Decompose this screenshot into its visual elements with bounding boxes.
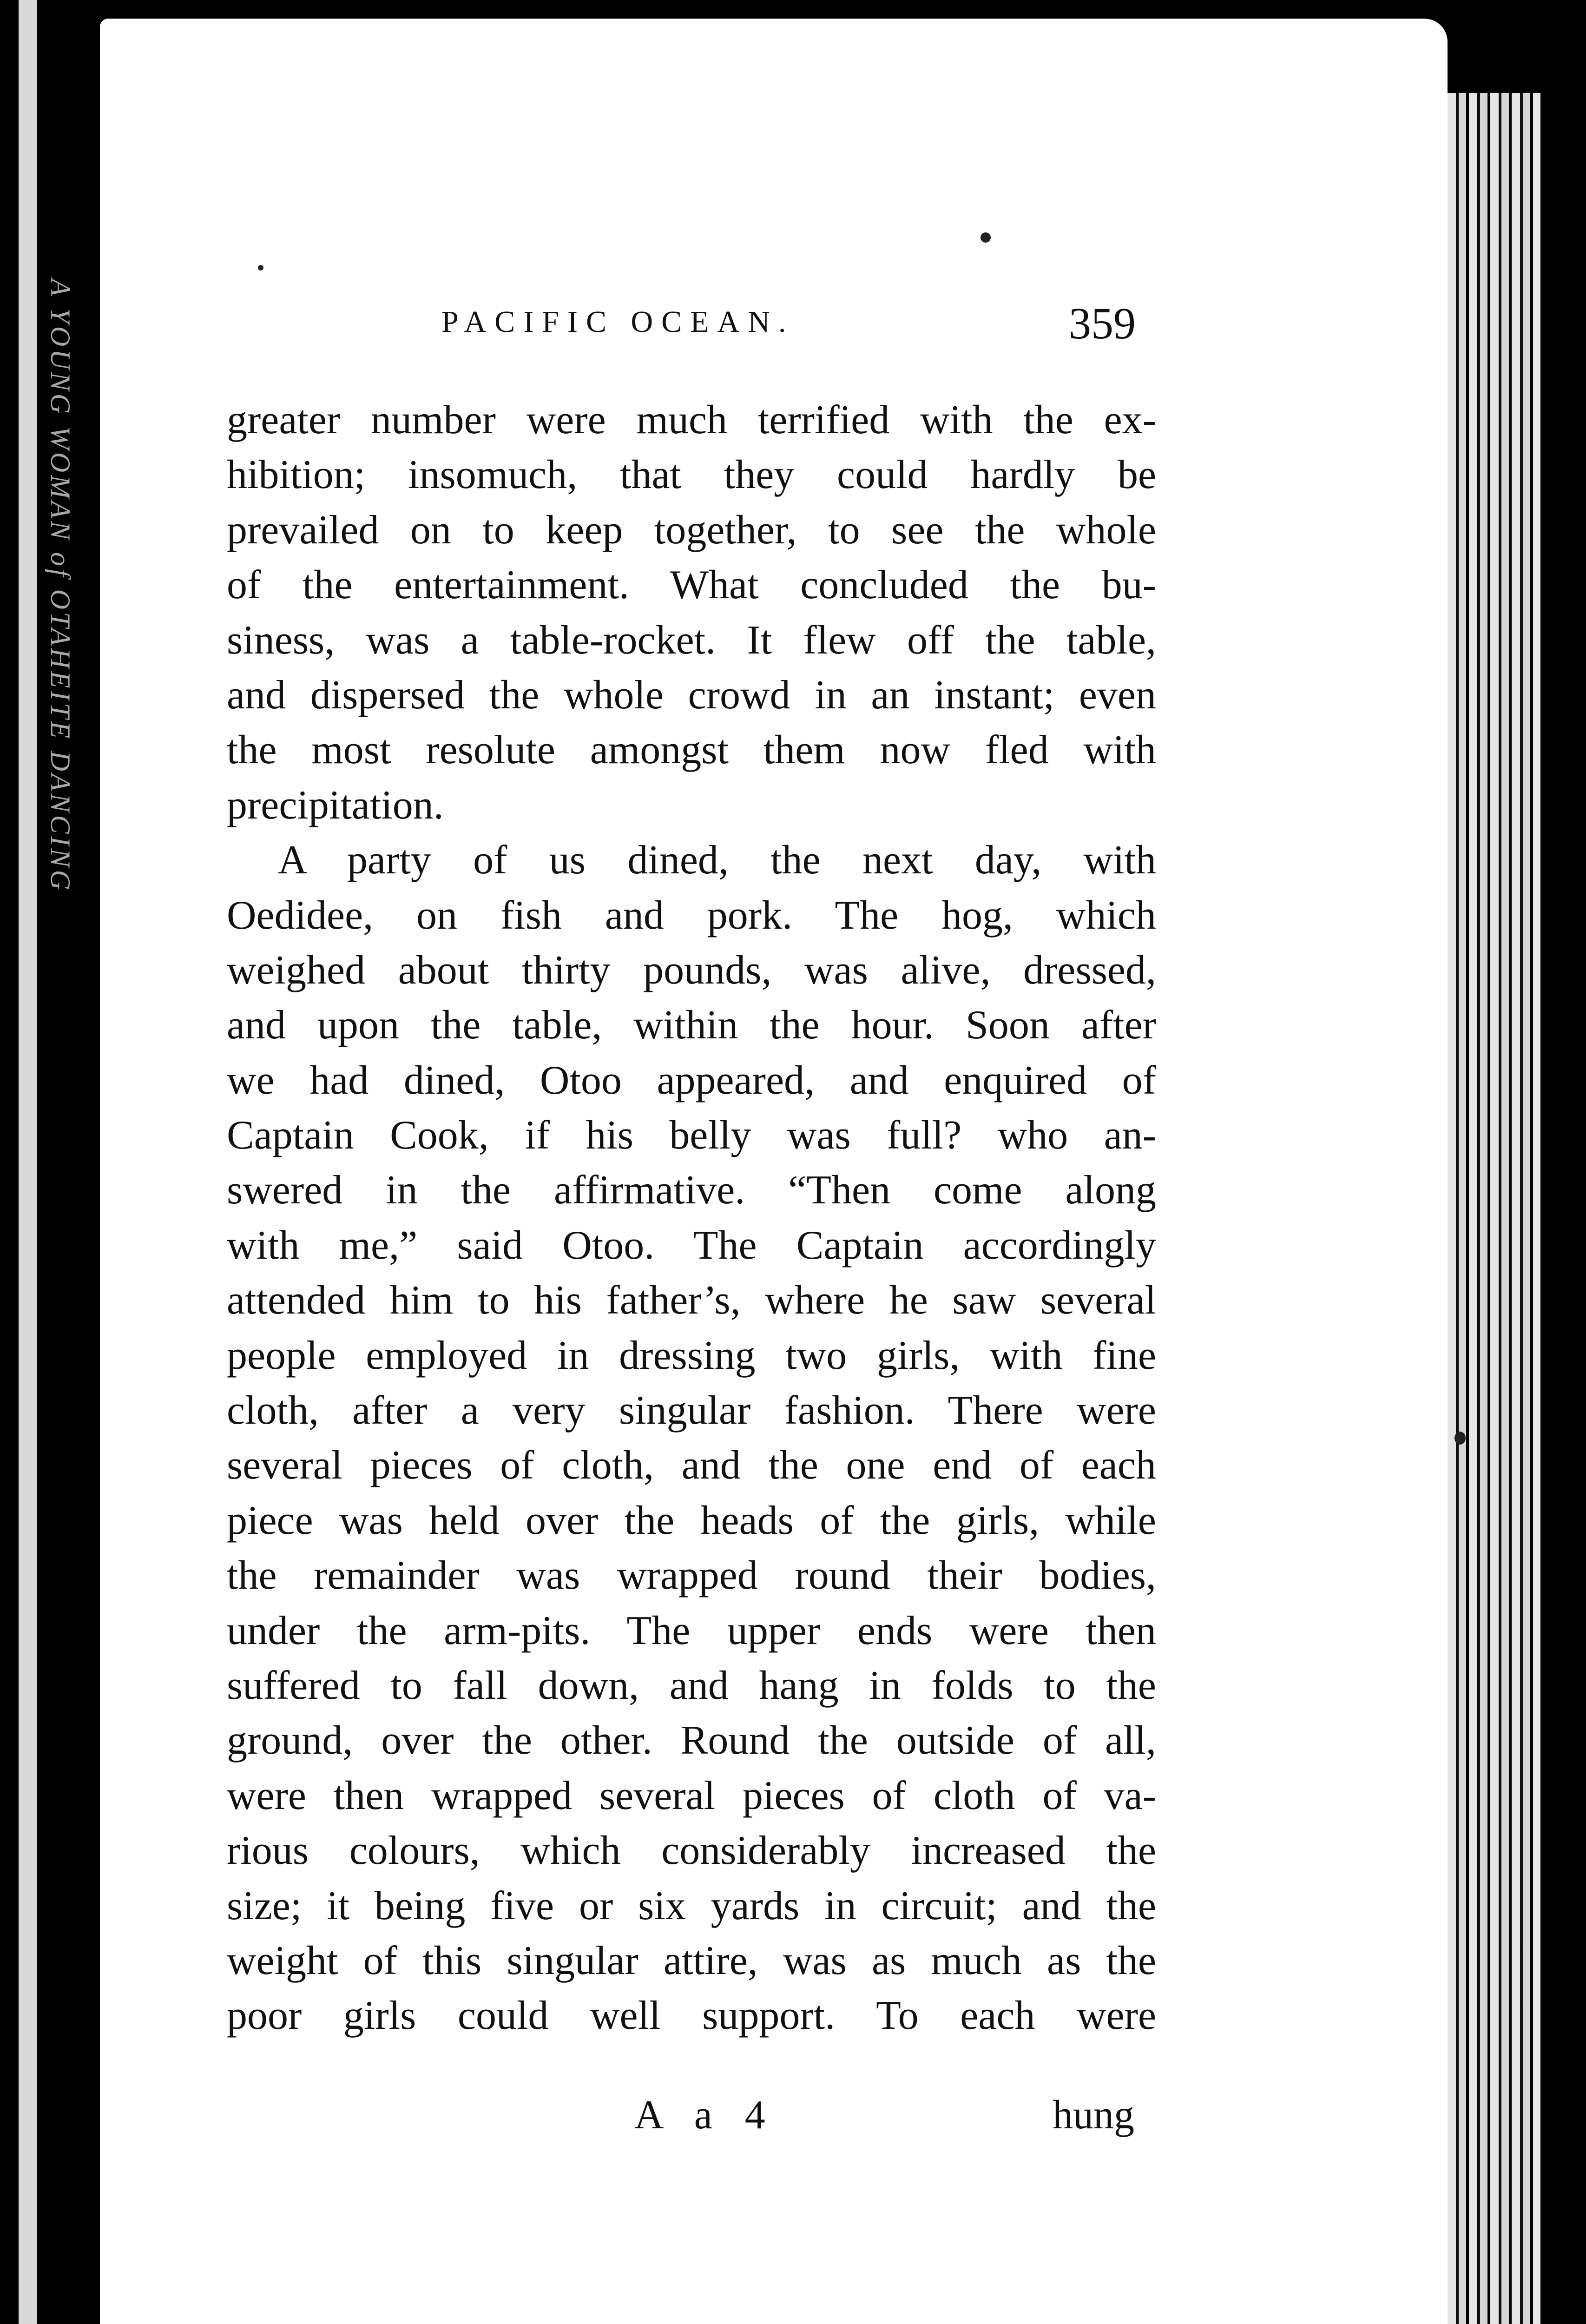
page-edges	[1448, 93, 1540, 2324]
text-line: precipitation.	[227, 782, 444, 828]
text-line: greater number were much terrified with the ex-	[227, 397, 1156, 442]
text-line: of the entertainment. What concluded the bu-	[227, 562, 1156, 608]
ink-speck	[1454, 1432, 1466, 1445]
text-line: several pieces of cloth, and the one end of each	[227, 1443, 1156, 1488]
text-line: piece was held over the heads of the girls, while	[227, 1498, 1156, 1543]
ink-speck	[258, 265, 263, 271]
text-line: rious colours, which considerably increased the	[227, 1828, 1156, 1874]
text-line: with me,” said Otoo. The Captain accordingly	[227, 1222, 1156, 1268]
text-line: cloth, after a very singular fashion. There were	[227, 1388, 1156, 1433]
catchword: hung	[1053, 2093, 1134, 2138]
page-number: 359	[1069, 298, 1136, 348]
text-line: weighed about thirty pounds, was alive, dressed,	[227, 947, 1156, 993]
binding-edge	[19, 0, 37, 2324]
text-line: suffered to fall down, and hang in folds to the	[227, 1663, 1156, 1708]
text-line: prevailed on to keep together, to see the whole	[227, 507, 1156, 553]
text-line: were then wrapped several pieces of cloth of va-	[227, 1773, 1156, 1818]
text-line: under the arm-pits. The upper ends were then	[227, 1608, 1156, 1653]
running-head: PACIFIC OCEAN.	[441, 305, 795, 339]
text-line: A party of us dined, the next day, with	[278, 838, 1156, 883]
text-line: attended him to his father’s, where he saw several	[227, 1278, 1156, 1323]
text-line: weight of this singular attire, was as much as the	[227, 1938, 1156, 1983]
text-line: we had dined, Otoo appeared, and enquired of	[227, 1057, 1156, 1103]
ink-speck	[981, 232, 991, 243]
text-line: swered in the affirmative. “Then come along	[227, 1168, 1156, 1213]
text-line: and upon the table, within the hour. Soon after	[227, 1003, 1156, 1048]
binding-strip	[0, 0, 100, 2324]
text-line: people employed in dressing two girls, with fine	[227, 1333, 1156, 1378]
signature-mark: A a 4	[634, 2093, 777, 2138]
text-line: size; it being five or six yards in circuit; and the	[227, 1883, 1156, 1928]
text-line: and dispersed the whole crowd in an instant; even	[227, 672, 1156, 718]
text-line: Captain Cook, if his belly was full? who an-	[227, 1113, 1156, 1158]
body-text	[227, 393, 1156, 2044]
spine-caption: A YOUNG WOMAN of OTAHEITE DANCING	[45, 279, 76, 893]
text-line: siness, was a table-rocket. It flew off the table,	[227, 617, 1156, 663]
text-line: the remainder was wrapped round their bodies,	[227, 1553, 1156, 1598]
text-line: ground, over the other. Round the outside of all,	[227, 1718, 1156, 1763]
text-line: the most resolute amongst them now fled with	[227, 727, 1156, 773]
text-line: hibition; insomuch, that they could hardly be	[227, 452, 1156, 498]
text-line: poor girls could well support. To each were	[227, 1993, 1156, 2039]
text-line: Oedidee, on fish and pork. The hog, which	[227, 892, 1156, 938]
